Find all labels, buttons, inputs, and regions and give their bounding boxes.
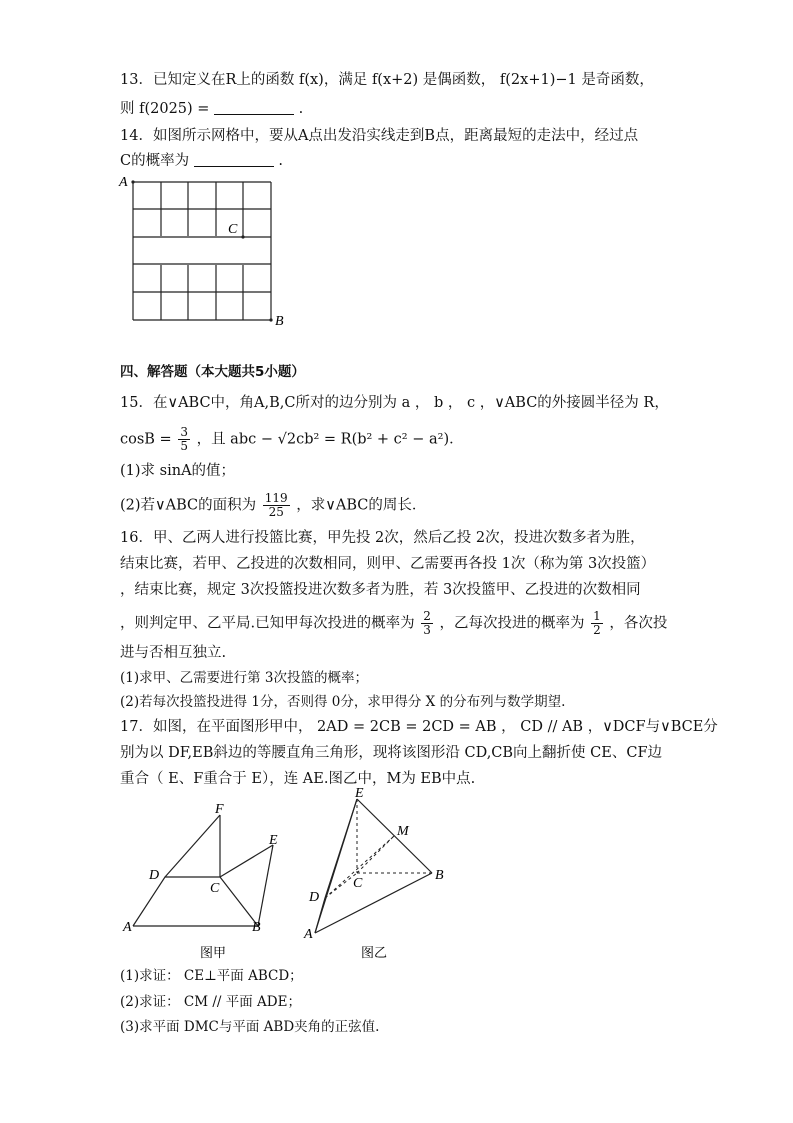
q16-line5: 进与否相互独立. — [120, 645, 227, 661]
q17-line3: 重合（ E、F重合于 E），连 AE.图乙中，M为 EB中点. — [120, 771, 476, 787]
fig2-label-e: E — [355, 786, 364, 801]
fig2-label-m: M — [397, 824, 409, 839]
q15-p2-post: ，求∨ABC的周长． — [296, 497, 427, 514]
q13-line2-pre: 则 f(2025) = — [120, 101, 210, 117]
point-c-dot — [241, 235, 244, 238]
q15-cos-post: ，且 abc − √2cb² = R(b² + c² − a²)． — [196, 431, 464, 448]
q13-line2-post: . — [298, 101, 304, 117]
q17-part3: (3)求平面 DMC与平面 ABD夹角的正弦值. — [120, 1019, 380, 1035]
fig2-label-b: B — [435, 868, 444, 883]
fig1-label-b: B — [252, 920, 261, 935]
q15-p2-pre: (2)若∨ABC的面积为 — [120, 497, 257, 514]
q17-line1: 17．如图，在平面图形甲中， 2AD = 2CB = 2CD = AB ， CD // AB ，∨DCF与∨BCE分 — [120, 719, 718, 735]
q16-line4 — [120, 610, 667, 637]
fig1-label-a: A — [123, 920, 132, 935]
fig1-label-e: E — [269, 833, 278, 848]
grid-label-c: C — [228, 222, 238, 237]
q14-grid-figure — [115, 170, 295, 330]
q15-line2 — [120, 426, 464, 453]
q16-line4-mid: ，乙每次投进的概率为 — [439, 615, 585, 632]
q15-cos-fraction: $\frac{3}{5}$ — [180, 425, 188, 453]
q13-answer-blank — [214, 100, 294, 115]
q14-line2-post: . — [278, 153, 283, 169]
grid-label-a: A — [119, 175, 128, 190]
q16-line4-post: ，各次投 — [609, 615, 668, 632]
q16-prob-jia: $\frac{2}{3}$ — [423, 609, 431, 637]
q15-line1: 15．在∨ABC中，角A,B,C所对的边分别为 a ， b ， c ，∨ABC的外接圆半径为 R， — [120, 395, 669, 411]
fig2-label-d: D — [309, 890, 320, 905]
q17-line2: 别为以 DF,EB斜边的等腰直角三角形，现将该图形沿 CD,CB向上翻折使 CE、CF边 — [120, 745, 662, 761]
q15-part2 — [120, 492, 426, 519]
q16-part1: (1)求甲、乙需要进行第 3次投篮的概率； — [120, 670, 369, 686]
point-b-dot — [269, 318, 272, 321]
q14-line2-pre: C的概率为 — [120, 153, 190, 169]
q15-area-fraction: $\frac{119}{25}$ — [264, 491, 288, 519]
q16-line3: ，结束比赛，规定 3次投篮投进次数多者为胜，若 3次投篮甲、乙投进的次数相同 — [120, 582, 641, 598]
q15-part1: (1)求 sinA的值； — [120, 463, 236, 479]
fig2-label-a: A — [304, 927, 313, 942]
q16-line2: 结束比赛，若甲、乙投进的次数相同，则甲、乙需要再各投 1次（称为第 3次投篮） — [120, 556, 656, 572]
q17-part2: (2)求证： CM // 平面 ADE； — [120, 994, 301, 1010]
fig1-caption: 图甲 — [200, 946, 227, 961]
q16-prob-yi: $\frac{1}{2}$ — [593, 609, 601, 637]
q14-answer-blank — [194, 152, 274, 167]
fig2-caption: 图乙 — [361, 946, 388, 961]
q16-line4-pre: ，则判定甲、乙平局.已知甲每次投进的概率为 — [120, 615, 415, 632]
fig1-label-d: D — [149, 868, 160, 883]
point-a-dot — [131, 180, 134, 183]
q14-line1: 14．如图所示网格中，要从A点出发沿实线走到B点，距离最短的走法中，经过点 — [120, 128, 639, 144]
grid-label-b: B — [275, 314, 284, 329]
q14-line2 — [120, 151, 283, 171]
fig2-label-c: C — [353, 876, 363, 891]
section-heading: 四、解答题（本大题共5小题） — [120, 364, 305, 380]
q13-line2 — [120, 99, 303, 119]
q15-cos-pre: cosB = — [120, 431, 172, 448]
fig1-label-c: C — [210, 881, 220, 896]
q16-line1: 16．甲、乙两人进行投篮比赛，甲先投 2次，然后乙投 2次，投进次数多者为胜， — [120, 530, 645, 546]
q13-line1: 13．已知定义在R上的函数 f(x)，满足 f(x+2) 是偶函数， f(2x+1)−1 是奇函数， — [120, 72, 654, 88]
q17-part1: (1)求证： CE⊥平面 ABCD； — [120, 968, 303, 984]
q16-part2: (2)若每次投篮投进得 1分，否则得 0分，求甲得分 X 的分布列与数学期望. — [120, 694, 566, 710]
fig1-label-f: F — [215, 802, 224, 817]
q17-figure-yi — [295, 783, 475, 965]
q17-figure-jia — [115, 795, 295, 965]
